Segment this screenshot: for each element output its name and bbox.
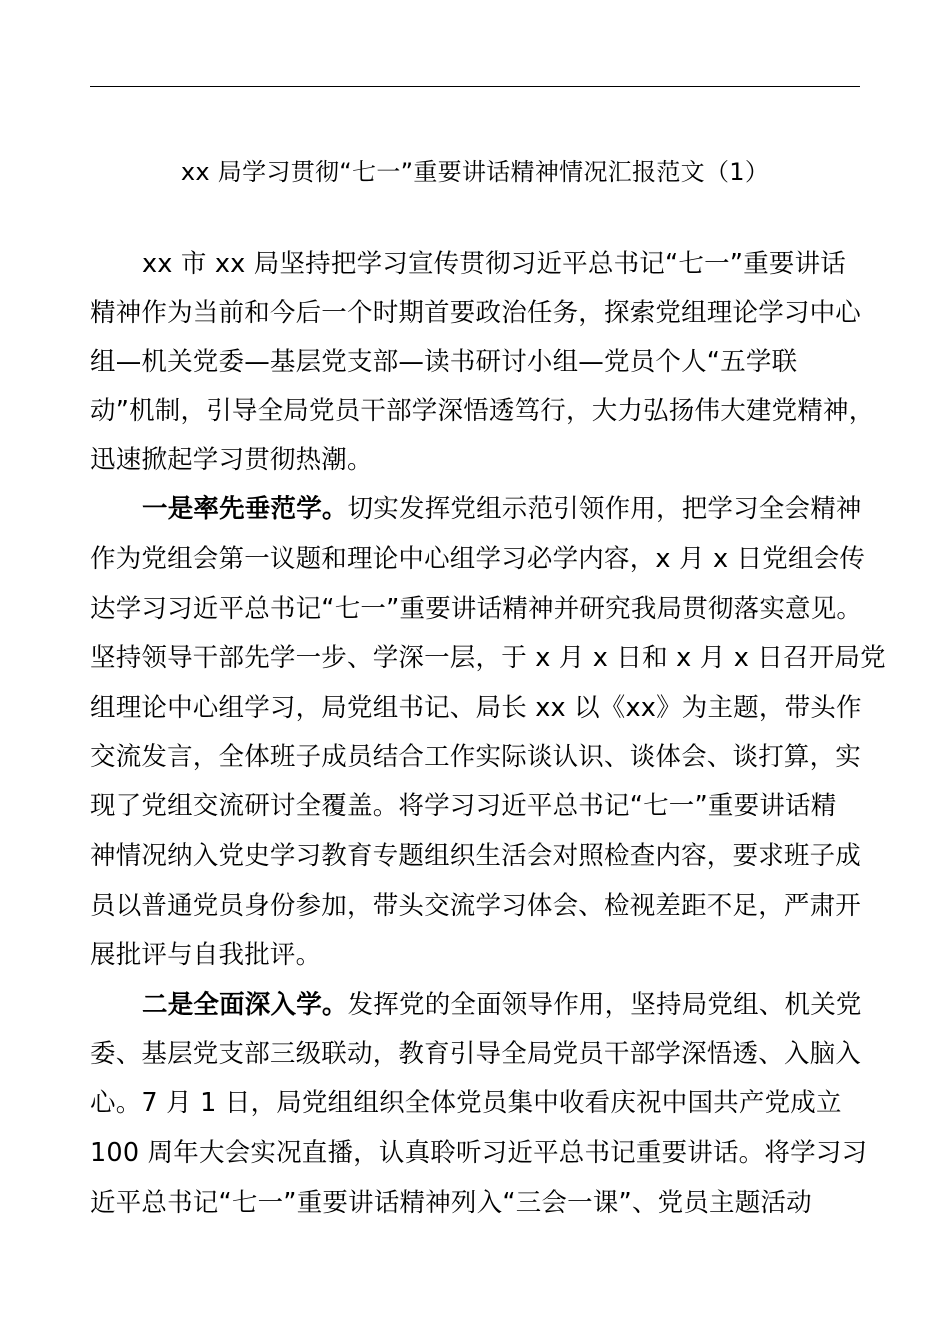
body-line bbox=[90, 786, 870, 826]
line-text: 组—机关党委—基层党支部—读书研讨小组—党员个人“五学联 bbox=[90, 347, 798, 377]
body-line bbox=[90, 342, 870, 382]
line-text: 展批评与自我批评。 bbox=[90, 940, 322, 970]
body-line bbox=[90, 688, 870, 728]
line-text: 切实发挥党组示范引领作用，把学习全会精神 bbox=[347, 494, 862, 524]
body-line bbox=[90, 737, 870, 777]
section-lead: 一是率先垂范学。 bbox=[142, 494, 348, 524]
header-rule bbox=[90, 86, 860, 87]
line-text: xx 市 xx 局坚持把学习宣传贯彻习近平总书记“七一”重要讲话 bbox=[142, 249, 847, 279]
body-line bbox=[90, 489, 922, 529]
line-text: 作为党组会第一议题和理论中心组学习必学内容，x 月 x 日党组会传 bbox=[90, 544, 866, 574]
body-line bbox=[90, 539, 870, 579]
body-line bbox=[90, 1133, 870, 1173]
line-text: 员以普通党员身份参加，带头交流学习体会、检视差距不足，严肃开 bbox=[90, 891, 862, 921]
body-line bbox=[90, 293, 870, 333]
line-text: 迅速掀起学习贯彻热潮。 bbox=[90, 445, 373, 475]
document-title: xx 局学习贯彻“七一”重要讲话精神情况汇报范文（1） bbox=[180, 158, 770, 186]
body-line bbox=[90, 886, 870, 926]
body-line bbox=[90, 1083, 870, 1123]
body-line bbox=[90, 1034, 870, 1074]
line-text: 精神作为当前和今后一个时期首要政治任务，探索党组理论学习中心 bbox=[90, 298, 862, 328]
line-text: 近平总书记“七一”重要讲话精神列入“三会一课”、党员主题活动 bbox=[90, 1188, 812, 1218]
body-line bbox=[90, 589, 870, 629]
line-text: 发挥党的全面领导作用，坚持局党组、机关党 bbox=[347, 990, 862, 1020]
line-text: 坚持领导干部先学一步、学深一层，于 x 月 x 日和 x 月 x 日召开局党 bbox=[90, 643, 886, 673]
section-lead: 二是全面深入学。 bbox=[142, 990, 348, 1020]
body-line bbox=[90, 391, 875, 431]
body-line bbox=[90, 638, 886, 678]
body-line bbox=[90, 1183, 870, 1223]
body-line bbox=[90, 836, 870, 876]
line-text: 心。7 月 1 日，局党组组织全体党员集中收看庆祝中国共产党成立 bbox=[90, 1088, 842, 1118]
line-text: 达学习习近平总书记“七一”重要讲话精神并研究我局贯彻落实意见。 bbox=[90, 594, 863, 624]
line-text: 动”机制，引导全局党员干部学深悟透笃行，大力弘扬伟大建党精神， bbox=[90, 396, 875, 426]
body-line bbox=[90, 935, 870, 975]
line-text: 交流发言，全体班子成员结合工作实际谈认识、谈体会、谈打算，实 bbox=[90, 742, 862, 772]
body-line bbox=[90, 985, 922, 1025]
line-text: 神情况纳入党史学习教育专题组织生活会对照检查内容，要求班子成 bbox=[90, 841, 862, 871]
body-line bbox=[90, 440, 870, 480]
line-text: 100 周年大会实况直播，认真聆听习近平总书记重要讲话。将学习习 bbox=[90, 1138, 868, 1168]
line-text: 现了党组交流研讨全覆盖。将学习习近平总书记“七一”重要讲话精 bbox=[90, 791, 837, 821]
line-text: 委、基层党支部三级联动，教育引导全局党员干部学深悟透、入脑入 bbox=[90, 1039, 862, 1069]
line-text: 组理论中心组学习，局党组书记、局长 xx 以《xx》为主题，带头作 bbox=[90, 693, 862, 723]
body-line bbox=[90, 244, 922, 284]
